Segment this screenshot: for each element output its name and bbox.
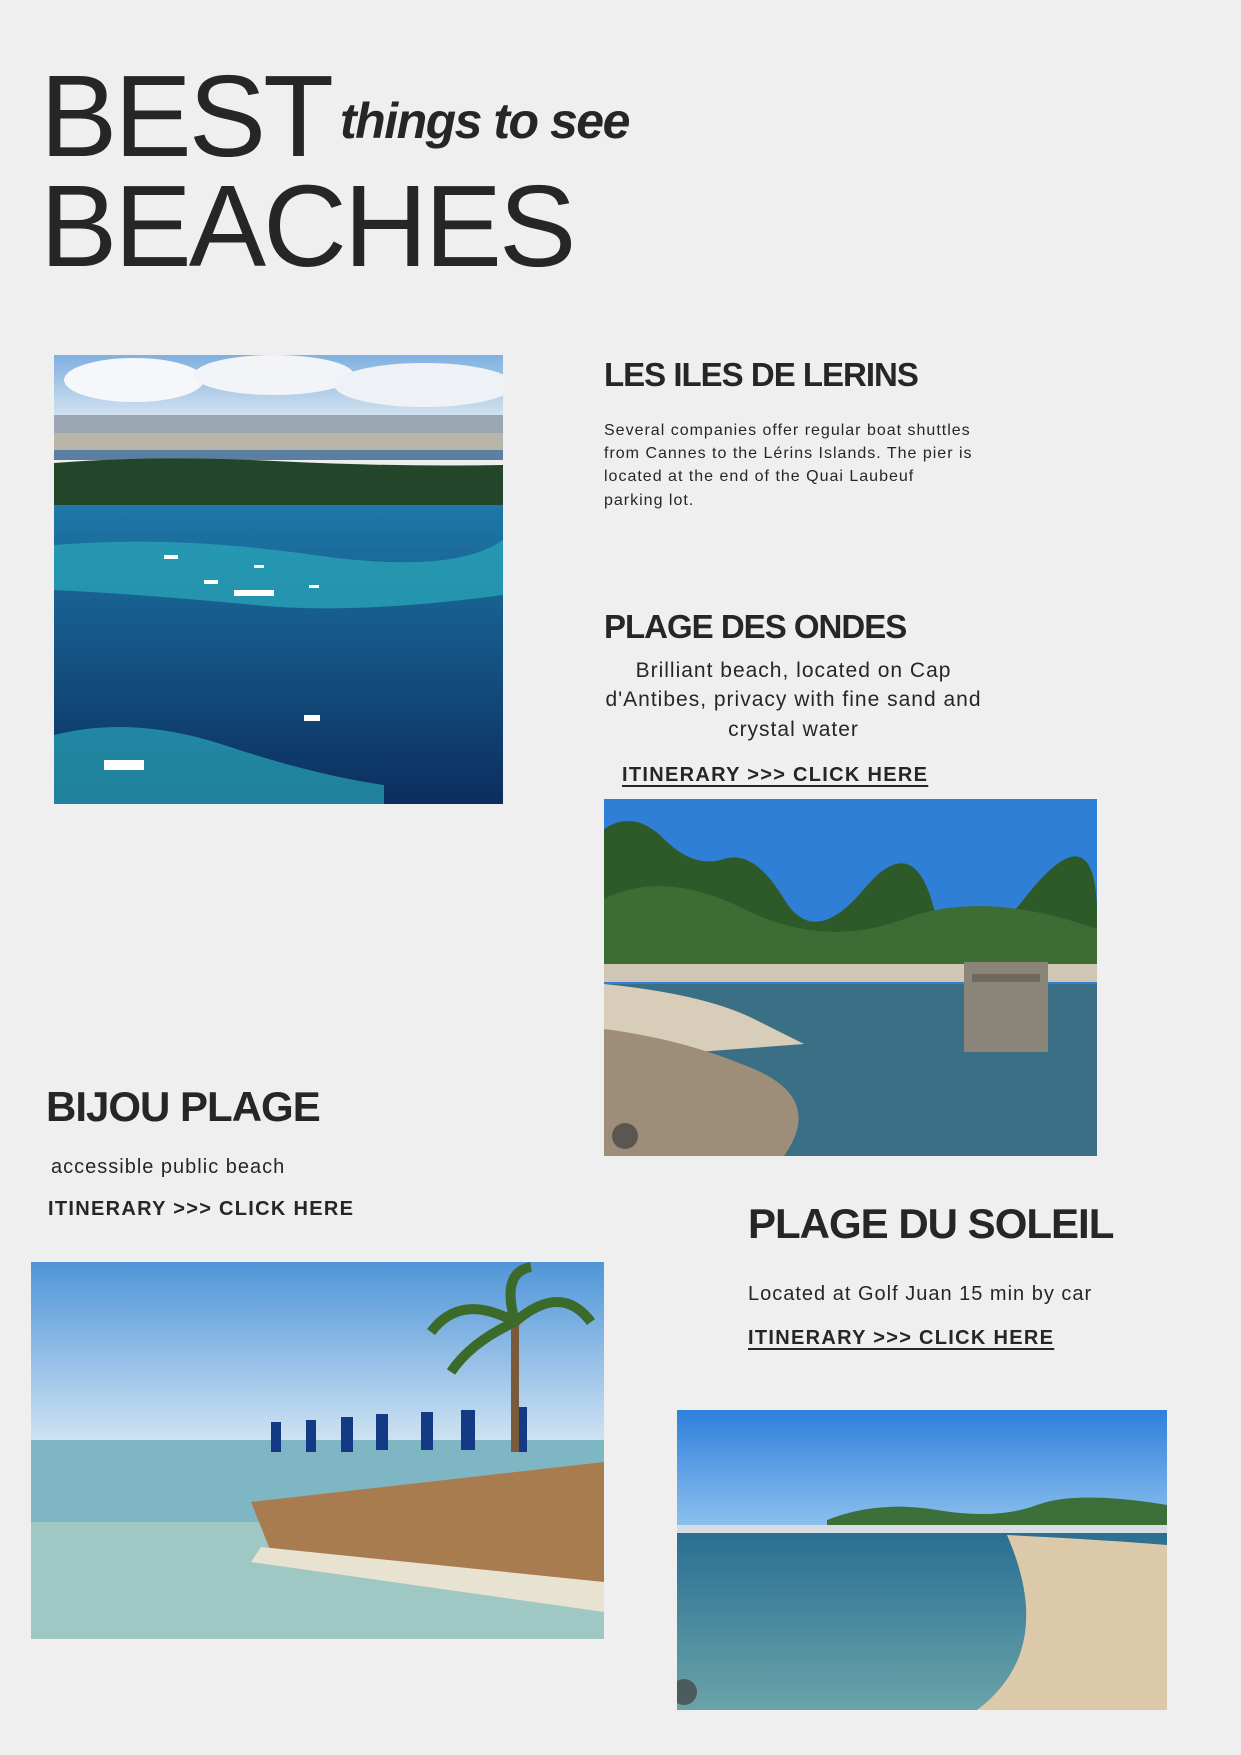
lerins-description: Several companies offer regular boat shuttles from Cannes to the Lérins Islands. The pier is located at the end of the Quai Laubeuf parking lot. xyxy=(604,422,973,509)
bijou-title: BIJOU PLAGE xyxy=(46,1083,320,1130)
soleil-title: PLAGE DU SOLEIL xyxy=(748,1200,1114,1247)
title-beaches: BEACHES xyxy=(40,161,574,291)
lerins-title: LES ILES DE LERINS xyxy=(604,356,918,393)
title-best: BEST xyxy=(40,51,331,181)
title-things-to-see: things to see xyxy=(340,93,629,149)
plage-des-ondes-photo xyxy=(604,799,1097,1156)
bijou-itinerary-link[interactable]: ITINERARY >>> CLICK HERE xyxy=(48,1198,355,1220)
soleil-itinerary-link[interactable]: ITINERARY >>> CLICK HERE xyxy=(748,1327,1055,1349)
lerins-islands-photo xyxy=(54,355,503,804)
ondes-title: PLAGE DES ONDES xyxy=(604,608,907,645)
soleil-description: Located at Golf Juan 15 min by car xyxy=(748,1283,1093,1305)
plage-du-soleil-photo xyxy=(677,1410,1167,1710)
bijou-description: accessible public beach xyxy=(51,1156,286,1178)
ondes-description: Brilliant beach, located on Cap d'Antibes, privacy with fine sand and crystal water xyxy=(605,659,982,741)
ondes-itinerary-link[interactable]: ITINERARY >>> CLICK HERE xyxy=(622,764,929,786)
bijou-plage-photo xyxy=(31,1262,604,1639)
